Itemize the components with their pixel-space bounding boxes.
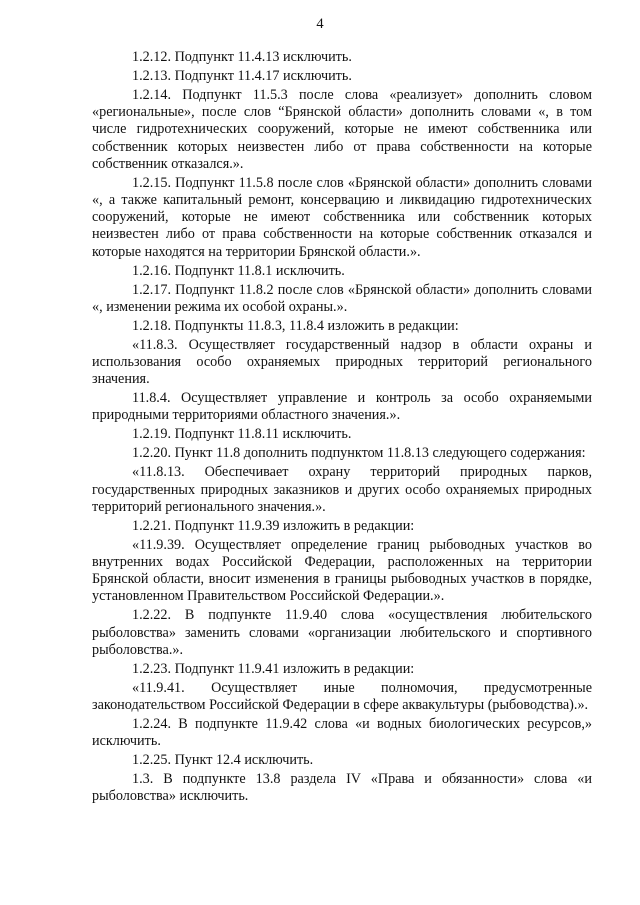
paragraph-1-2-15: 1.2.15. Подпункт 11.5.8 после слов «Брянской области» дополнить словами «, а также капитальный ремонт, консервацию и ликвидацию гидротехнических сооружений, которые не имеют собственника или собственник которых неизвестен либо от права собственности на которые собственник отказался и которые находятся на территории Брянской области.».	[92, 174, 592, 260]
paragraph-1-2-14: 1.2.14. Подпункт 11.5.3 после слова «реализует» дополнить словом «региональные», после слов “Брянской области» дополнить словами «, в том числе гидротехнических сооружений, которые не имеют собственника или собственник которых неизвестен либо от права собственности на которые собственник отказался.».	[92, 87, 592, 172]
paragraph-11-8-4: 11.8.4. Осуществляет управление и контроль за особо охраняемыми природными территориями областного значения.».	[92, 390, 592, 424]
paragraph-1-2-17: 1.2.17. Подпункт 11.8.2 после слов «Брянской области» дополнить словами «, изменении режима их особой охраны.».	[92, 281, 592, 315]
document-body	[92, 49, 592, 807]
page-number: 4	[316, 16, 324, 32]
paragraph-1-2-12: 1.2.12. Подпункт 11.4.13 исключить.	[132, 49, 352, 65]
paragraph-11-8-3: «11.8.3. Осуществляет государственный надзор в области охраны и использования особо охраняемых природных территорий регионального значения.	[92, 336, 592, 388]
paragraph-11-9-39: «11.9.39. Осуществляет определение границ рыбоводных участков во внутренних водах Российской Федерации, расположенных на территории Брянской области, вносит изменения в границы рыбоводных участков в порядке, установленном Правительством Российской Федерации.».	[92, 536, 592, 605]
paragraph-1-3: 1.3. В подпункте 13.8 раздела IV «Права и обязанности» слова «и рыболовства» исключить.	[92, 771, 592, 805]
paragraph-1-2-16: 1.2.16. Подпункт 11.8.1 исключить.	[132, 262, 345, 279]
paragraph-11-8-13: «11.8.13. Обеспечивает охрану территорий природных парков, государственных природных заказников и других особо охраняемых природных территорий регионального значения.».	[92, 464, 592, 515]
paragraph-1-2-18: 1.2.18. Подпункты 11.8.3, 11.8.4 изложить в редакции:	[132, 317, 459, 334]
paragraph-1-2-24: 1.2.24. В подпункте 11.9.42 слова «и водных биологических ресурсов,» исключить.	[92, 716, 592, 750]
paragraph-1-2-25: 1.2.25. Пункт 12.4 исключить.	[132, 752, 314, 769]
paragraph-1-2-20: 1.2.20. Пункт 11.8 дополнить подпунктом 11.8.13 следующего содержания:	[132, 445, 586, 462]
paragraph-1-2-21: 1.2.21. Подпункт 11.9.39 изложить в редакции:	[132, 517, 415, 534]
paragraph-1-2-19: 1.2.19. Подпункт 11.8.11 исключить.	[132, 426, 352, 443]
paragraph-1-2-13: 1.2.13. Подпункт 11.4.17 исключить.	[132, 68, 352, 84]
paragraph-1-2-22: 1.2.22. В подпункте 11.9.40 слова «осуществления любительского рыболовства» заменить словами «организации любительского и спортивного рыболовства.».	[92, 607, 592, 658]
paragraph-11-9-41: «11.9.41. Осуществляет иные полномочия, предусмотренные законодательством Российской Федерации в сфере аквакультуры (рыбоводства).».	[92, 679, 592, 714]
paragraph-1-2-23: 1.2.23. Подпункт 11.9.41 изложить в редакции:	[132, 660, 415, 677]
